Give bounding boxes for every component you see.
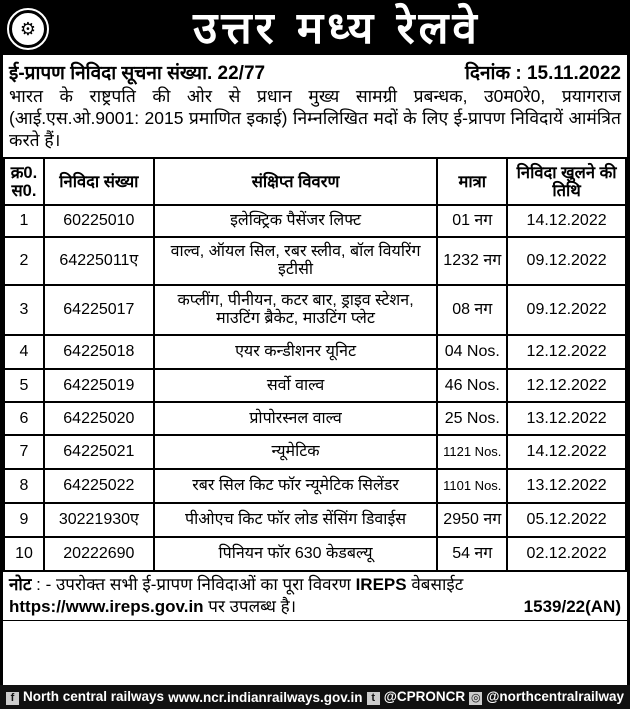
description: न्यूमेटिक (154, 435, 438, 469)
description: पीओएच किट फॉर लोड सेंसिंग डिवाईस (154, 503, 438, 537)
facebook-handle[interactable]: North central railways (23, 689, 165, 704)
tender-number: 60225010 (44, 205, 154, 237)
tender-number: 64225022 (44, 469, 154, 503)
opening-date: 05.12.2022 (507, 503, 626, 537)
table-row (4, 369, 626, 402)
quantity: 04 Nos. (437, 335, 507, 369)
quantity: 1101 Nos. (437, 469, 507, 503)
serial-number: 6 (4, 402, 44, 435)
notice-date: दिनांक : 15.11.2022 (465, 63, 621, 84)
col-header-description: संक्षिप्त विवरण (154, 158, 438, 205)
note-label: नोट (9, 575, 32, 594)
table-row (4, 435, 626, 469)
ad-code: 1539/22(AN) (523, 597, 621, 616)
quantity: 1121 Nos. (437, 435, 507, 469)
quantity: 08 नग (437, 285, 507, 335)
tender-number: 64225020 (44, 402, 154, 435)
serial-number: 8 (4, 469, 44, 503)
table-row (4, 503, 626, 537)
instagram-icon: ◎ (470, 692, 481, 704)
table-row (4, 285, 626, 335)
description: पिनियन फॉर 630 केडबल्यू (154, 537, 438, 571)
tender-number: 30221930ए (44, 503, 154, 537)
description: सर्वो वाल्व (154, 369, 438, 402)
table-row (4, 205, 626, 237)
table-header-row (4, 158, 626, 205)
serial-number: 9 (4, 503, 44, 537)
quantity: 01 नग (437, 205, 507, 237)
serial-number: 7 (4, 435, 44, 469)
quantity: 46 Nos. (437, 369, 507, 402)
banner (3, 3, 627, 55)
serial-number: 4 (4, 335, 44, 369)
quantity: 1232 नग (437, 237, 507, 285)
banner-title: उत्तर मध्य रेलवे (193, 3, 481, 54)
description: रबर सिल किट फॉर न्यूमेटिक सिलेंडर (154, 469, 438, 503)
table-row (4, 402, 626, 435)
opening-date: 14.12.2022 (507, 435, 626, 469)
note-text-2: वेबसाईट (411, 575, 464, 594)
tender-number: 64225011ए (44, 237, 154, 285)
opening-date: 14.12.2022 (507, 205, 626, 237)
col-header-opening-date: निविदा खुलने की तिथि (507, 158, 626, 205)
table-row (4, 537, 626, 571)
table-row (4, 469, 626, 503)
facebook-icon: f (6, 692, 19, 705)
col-header-tender-no: निविदा संख्या (44, 158, 154, 205)
instagram-handle[interactable]: @northcentralrailway (486, 689, 624, 704)
opening-date: 09.12.2022 (507, 285, 626, 335)
table-row (4, 335, 626, 369)
opening-date: 13.12.2022 (507, 402, 626, 435)
quantity: 2950 नग (437, 503, 507, 537)
col-header-quantity: मात्रा (437, 158, 507, 205)
opening-date: 13.12.2022 (507, 469, 626, 503)
description: कप्लींग, पीनीयन, कटर बार, ड्राइव स्टेशन, माउटिंग ब्रैकेट, माउटिंग प्लेट (154, 285, 438, 335)
description: वाल्व, ऑयल सिल, रबर स्लीव, बॉल वियरिंग इटीसी (154, 237, 438, 285)
tender-number: 64225019 (44, 369, 154, 402)
twitter-icon: t (367, 692, 380, 705)
ireps-link[interactable]: https://www.ireps.gov.in (9, 597, 204, 616)
note (3, 572, 627, 621)
note-ireps: IREPS (355, 575, 407, 594)
note-text: : - उपरोक्त सभी ई-प्रापण निविदाओं का पूरा विवरण (36, 575, 351, 594)
tender-table (3, 157, 627, 572)
footer (0, 685, 630, 709)
opening-date: 02.12.2022 (507, 537, 626, 571)
serial-number: 5 (4, 369, 44, 402)
description: इलेक्ट्रिक पैसेंजर लिफ्ट (154, 205, 438, 237)
notice-number: ई-प्रापण निविदा सूचना संख्या. 22/77 (9, 63, 266, 84)
railway-logo-icon: ⚙ (9, 10, 47, 48)
website-link[interactable]: www.ncr.indianrailways.gov.in (168, 689, 363, 705)
opening-date: 09.12.2022 (507, 237, 626, 285)
tender-number: 64225018 (44, 335, 154, 369)
col-header-sno: क्र0. स0. (4, 158, 44, 205)
tender-number: 20222690 (44, 537, 154, 571)
serial-number: 3 (4, 285, 44, 335)
serial-number: 2 (4, 237, 44, 285)
note-text-3: पर उपलब्ध है। (208, 597, 297, 616)
intro-text: भारत के राष्ट्रपति की ओर से प्रधान मुख्य सामग्री प्रबन्धक, उ0म0रे0, प्रयागराज (आई.एस.ओ.9001: 2015 प्रमाणित इकाई) निम्नलिखित मदों के लिए ई-प्रापण निविदायें आमंत्रित करते हैं। (9, 86, 621, 150)
quantity: 54 नग (437, 537, 507, 571)
tender-number: 64225017 (44, 285, 154, 335)
serial-number: 10 (4, 537, 44, 571)
description: एयर कन्डीशनर यूनिट (154, 335, 438, 369)
serial-number: 1 (4, 205, 44, 237)
opening-date: 12.12.2022 (507, 369, 626, 402)
table-row (4, 237, 626, 285)
twitter-handle[interactable]: @CPRONCR (383, 689, 466, 704)
opening-date: 12.12.2022 (507, 335, 626, 369)
description: प्रोपोरस्नल वाल्व (154, 402, 438, 435)
quantity: 25 Nos. (437, 402, 507, 435)
tender-number: 64225021 (44, 435, 154, 469)
